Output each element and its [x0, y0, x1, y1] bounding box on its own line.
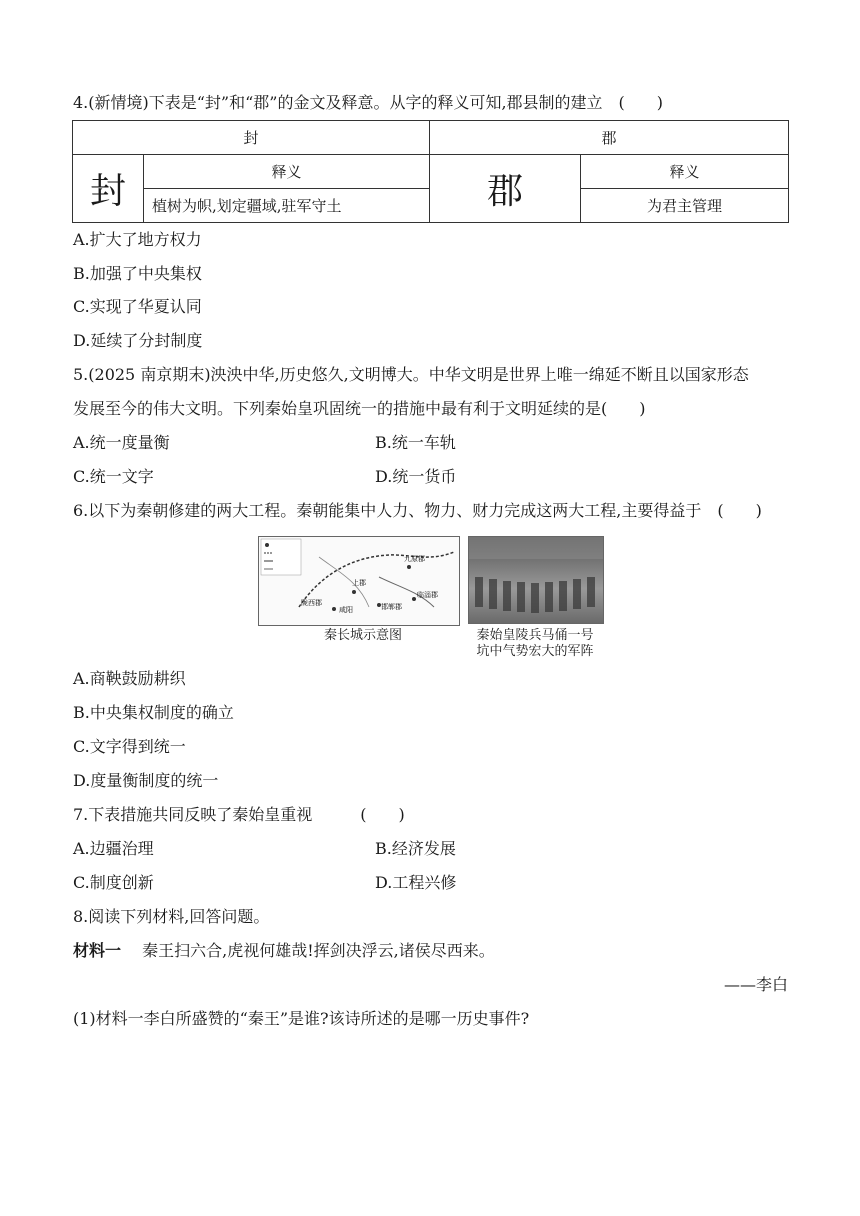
- q4-meaning-2: 为君主管理: [581, 189, 789, 223]
- material-text: 秦王扫六合,虎视何雄哉!挥剑决浮云,诸侯尽西来。: [142, 941, 495, 960]
- q4-meaning-1: 植树为帜,划定疆域,驻军守土: [144, 189, 430, 223]
- q7-option-c: C.制度创新: [73, 873, 154, 892]
- q8-material-1: [73, 941, 495, 961]
- q4-meaning-head-1: 释义: [144, 155, 430, 189]
- material-label: 材料一: [73, 941, 122, 960]
- map-label-jiuyuan: 九原郡: [404, 555, 425, 563]
- q4-col2-head: 郡: [430, 121, 789, 155]
- q6-option-d: D.度量衡制度的统一: [73, 771, 219, 790]
- q6-figures: [258, 536, 604, 662]
- q4-stem: 4.(新情境)下表是“封”和“郡”的金文及释意。从字的释义可知,郡县制的建立 ( ): [73, 93, 664, 112]
- q5-option-d: D.统一货币: [375, 467, 457, 486]
- q5-option-c: C.统一文字: [73, 467, 154, 486]
- map-label-linzi: 临淄郡: [417, 591, 438, 599]
- q7-stem: 7.下表措施共同反映了秦始皇重视 ( ): [73, 805, 405, 824]
- map-label-shangjun: 上郡: [352, 579, 366, 587]
- q7-option-a: A.边疆治理: [73, 839, 154, 858]
- q5-option-a: A.统一度量衡: [73, 433, 170, 452]
- great-wall-map: [258, 536, 460, 626]
- q5-stem-2: 发展至今的伟大文明。下列秦始皇巩固统一的措施中最有利于文明延续的是( ): [73, 399, 646, 418]
- q4-option-d: D.延续了分封制度: [73, 331, 203, 350]
- map-caption: 秦长城示意图: [323, 628, 402, 643]
- jun-glyph: 郡: [430, 155, 581, 223]
- attribution: ——李白: [723, 975, 788, 994]
- q8-sub1: (1)材料一李白所盛赞的“秦王”是谁?该诗所述的是哪一历史事件?: [73, 1009, 530, 1028]
- q6-option-c: C.文字得到统一: [73, 737, 186, 756]
- q6-stem: 6.以下为秦朝修建的两大工程。秦朝能集中人力、物力、财力完成这两大工程,主要得益于 ( ): [73, 501, 762, 520]
- feng-glyph: 封: [73, 155, 144, 223]
- terracotta-army-photo: [468, 536, 604, 624]
- photo-caption-2: 坑中气势宏大的军阵: [476, 644, 594, 659]
- q5-option-b: B.统一车轨: [375, 433, 456, 452]
- q4-option-c: C.实现了华夏认同: [73, 297, 202, 316]
- q4-option-a: A.扩大了地方权力: [73, 230, 202, 249]
- photo-caption-1: 秦始皇陵兵马俑一号: [476, 628, 594, 643]
- q4-option-b: B.加强了中央集权: [73, 264, 202, 283]
- map-label-xianyang: 咸阳: [339, 606, 353, 614]
- q4-col1-head: 封: [73, 121, 430, 155]
- q7-option-d: D.工程兴修: [375, 873, 457, 892]
- q5-stem-1: 5.(2025 南京期末)泱泱中华,历史悠久,文明博大。中华文明是世界上唯一绵延不断且以国家形态: [73, 365, 749, 384]
- q4-meaning-head-2: 释义: [581, 155, 789, 189]
- q4-table: [72, 120, 789, 223]
- q6-option-a: A.商鞅鼓励耕织: [73, 669, 186, 688]
- q6-option-b: B.中央集权制度的确立: [73, 703, 234, 722]
- q8-stem: 8.阅读下列材料,回答问题。: [73, 907, 270, 926]
- q7-option-b: B.经济发展: [375, 839, 456, 858]
- map-label-handan: 邯郸郡: [381, 603, 402, 611]
- map-label-longxi: 陇西郡: [301, 599, 322, 607]
